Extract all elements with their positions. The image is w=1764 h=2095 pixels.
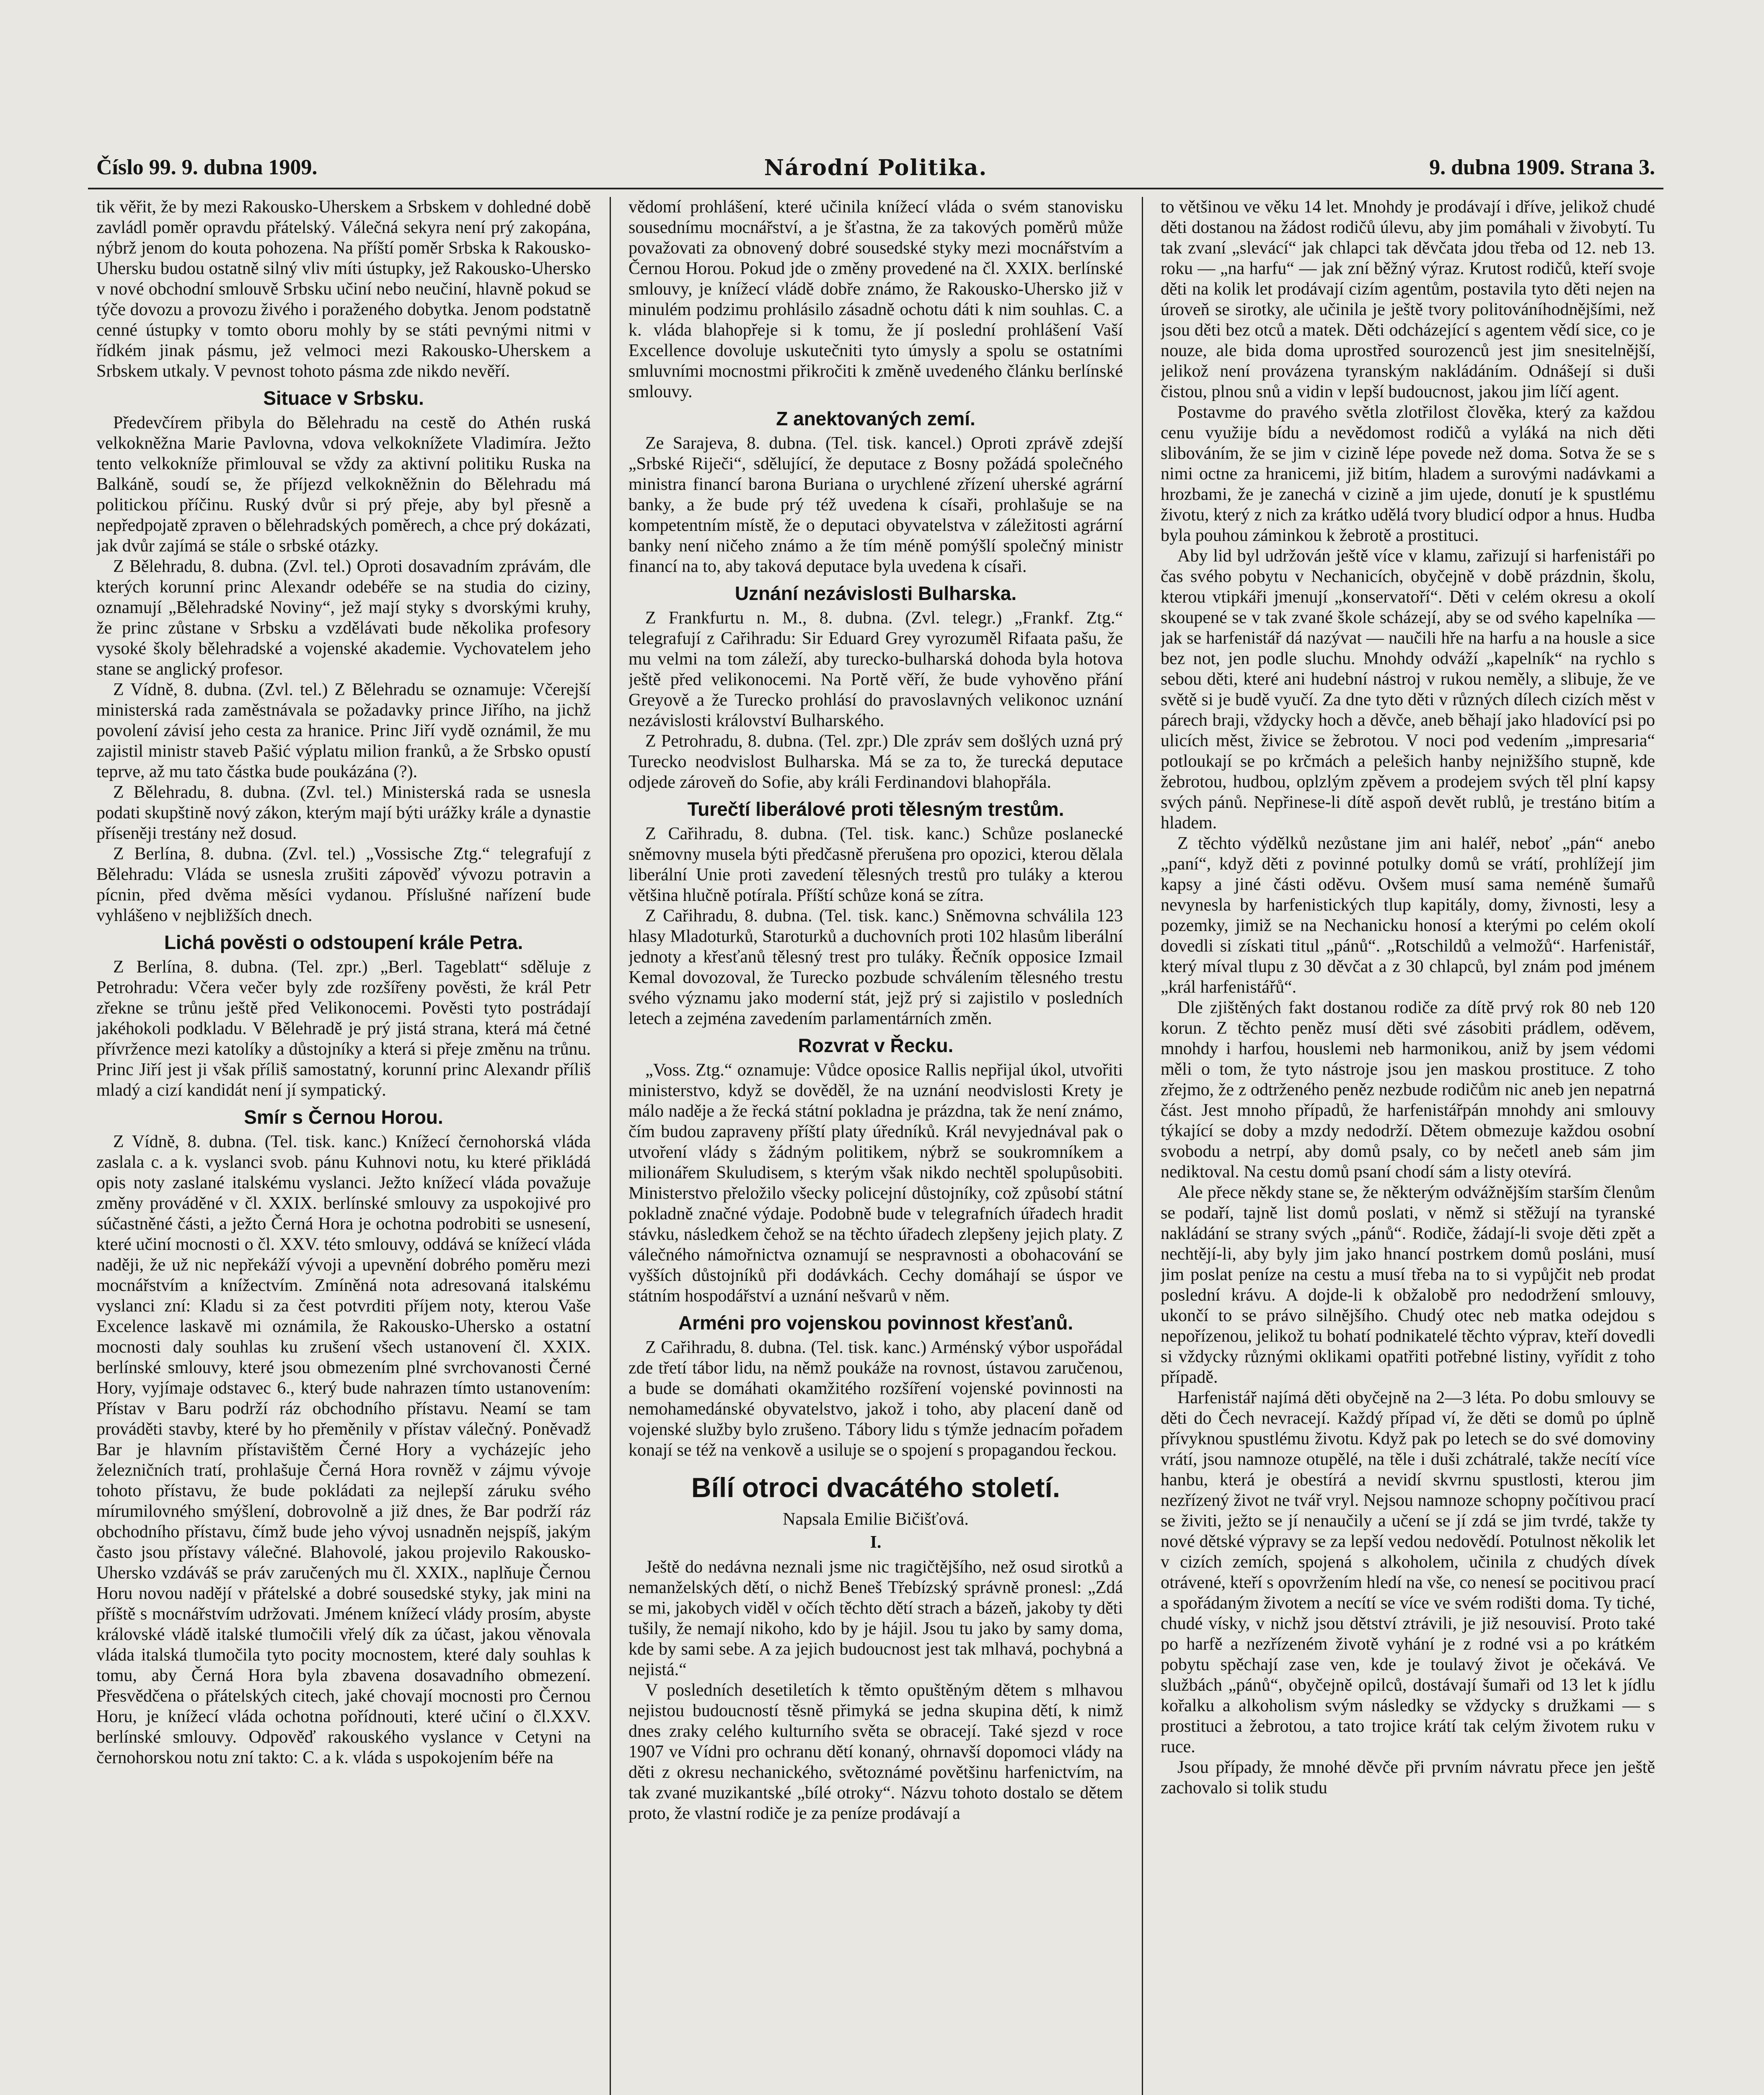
article-paragraph: Z Cařihradu, 8. dubna. (Tel. tisk. kanc.) Arménský výbor uspořádal zde třetí tábor lidu, na němž poukáže na rovnost, ústavou zaručenou, a bude se domáhati okamžitého rozšíření vojenské povinnosti na nemohamedánské obyvatelstvo, jakož i toho, aby placení daně od vojenské služby bylo zrušeno. Tábory lidu s týmže jednacím pořadem konají se též na venkově a usiluje se o spojení s propagandou řeckou. [629,1338,1123,1460]
article-paragraph: Z Bělehradu, 8. dubna. (Zvl. tel.) Ministerská rada se usnesla podati skupštině nový zákon, kterým mají býti urážky krále a dynastie příseněji trestány než dosud. [96,783,591,843]
article-paragraph: Dle zjištěných fakt dostanou rodiče za dítě prvý rok 80 neb 120 korun. Z těchto peněz musí děti své zásobiti prádlem, oděvem, mnohdy i harfou, houslemi neb harmonikou, aniž by jsem védomi měli o tom, že tyto nástroje jsou jen maskou prostituce. Z toho zřejmo, že z odtrženého peněz nezbude rodičům nic aneb jen nepatrná část. Jest mnoho případů, že harfenistářpán mnohdy ani smlouvy týkající se doby a mzdy nedodrží. Dětem obmezuje každou osobní svobodu a netrpí, aby domů psaly, co by nečetl aneb sám jim nediktoval. Na cestu domů psaní chodí sám a listy otevírá. [1161,998,1655,1182]
article-paragraph: Ještě do nedávna neznali jsme nic tragičtějšího, než osud sirotků a nemanželských dětí, o nichž Beneš Třebízský správně pronesl: „Zdá se mi, jakobych viděl v očích těchto dětí strach a bázeň, jakoby ty děti tušily, že nemají nikoho, kdo by je hájil. Jsou tu jako by samy doma, kde by sami sebe. A za jejich budoucnost jest tak mlhavá, pochybná a nejistá.“ [629,1557,1123,1679]
article-paragraph: Jsou případy, že mnohé děvče při prvním návratu přece jen ještě zachovalo si tolik studu [1161,1758,1655,1798]
article-paragraph: Postavme do pravého světla zlotřilost člověka, který za každou cenu využije bídu a nevědomost rodičů a vyláká na nich děti slibováním, že se jim v cizině lépe povede než doma. Sotva že se s nimi octne za hranicemi, již bitím, hladem a surovými nadávkami a hrozbami, že je zanechá v cizině a jim ujede, donutí je k spustlému životu, který z nich za krátko udělá tvory bludicí odpor a hnus. Hudba byla pouhou záminkou k žebrotě a prostituci. [1161,403,1655,545]
article-paragraph: Z Cařihradu, 8. dubna. (Tel. tisk. kanc.) Schůze poslanecké sněmovny musela býti předčasně přerušena pro opozici, kterou dělala liberální Unie proti zavedení tělesných trestů pro tuláky a kterou většina hlučně potírala. Příští schůze koná se zítra. [629,824,1123,905]
section-heading: Rozvrat v Řecku. [798,1035,954,1056]
section-heading: Z anektovaných zemí. [776,408,975,429]
article-paragraph: Ale přece někdy stane se, že některým odvážnějším starším členům se podaří, tajně list domů poslati, v němž si stěžují na tyranské nakládání se strany svých „pánů“. Rodiče, žádají-li svoje děti zpět a nechtějí-li, aby byly jim jako hnancí postrkem domů posláni, musí jim poslat peníze na cestu a musí třeba na to si vypůjčit neb prodat poslední krávu. A dojde-li k obžalobě pro nedodržení smlouvy, ukončí to se právo silnějšího. Chudý otec neb matka odejdou s nepořízenou, jelikož tu bohatí podnikatelé těchto výprav, kteří dovedli si vždycky různými oklikami opatřiti potřebné listiny, vyřídit z toho případě. [1161,1183,1655,1387]
newspaper-page [88,155,1663,2095]
section-heading: Situace v Srbsku. [263,387,424,409]
article-paragraph: „Voss. Ztg.“ oznamuje: Vůdce oposice Rallis nepřijal úkol, utvořiti ministerstvo, když se dověděl, že na uznání neodvislosti Krety je málo naděje a že řecká státní pokladna je prázdna, tak že není známo, čím budou zapraveny příští platy úředníků. Král nevyjednával pak o utvoření vlády s žádným politikem, nýbrž se soukromníkem a milionářem Skuludisem, s kterým však nikdo nechtěl spolupůsobiti. Ministerstvo přeložilo všecky policejní důstojníky, což způsobí státní pokladně značné výdaje. Podobně bude v telegrafních úřadech hradit stávku, následkem čehož se na těchto úřadech zlepšeny jejich platy. Z válečného námořnictva oznamují se nespravnosti a obohacování se vyšších důstojníků při dodávkách. Cechy domáhají se úspor ve státním hospodářství a uznání nešvarů v něm. [629,1060,1123,1306]
article-paragraph: Z těchto výdělků nezůstane jim ani haléř, neboť „pán“ anebo „paní“, když děti z povinné potulky domů se vrátí, prohlížejí jim kapsy a jiné části oděvu. Ovšem musí sama neméně šumařů nevynesla by harfenistických tlup kapitály, domy, živnosti, lesy a pozemky, jimiž se na Nechanicku honosí a kterými po celém okolí dovedli si získati titul „pánů“. „Rotschildů a velmožů“. Harfenistář, který míval tlupu z 30 děvčat a z 30 chlapců, byl znám pod jménem „král harfenistářů“. [1161,834,1655,997]
section-heading: Turečtí liberálové proti tělesným trestům. [687,798,1064,820]
column-divider-1 [610,197,611,2095]
column-divider-2 [1142,197,1143,2095]
article-paragraph: Aby lid byl udržován ještě více v klamu, zařizují si harfenistáři po čas svého pobytu v Nechanicích, obyčejně v době prázdnin, školu, kterou vtipkáři jmenují „konservatoří“. Děti v celém okresu a okolí skoupené se v tak zvané škole scházejí, aby se od svého kapelníka — jak se harfenistář dá nazývat — naučili hře na harfu a na housle a sice bez not, jen podle sluchu. Mnohdy odváží „kapelník“ na rychlo s sebou děti, které ani hudební nástroj v rukou neměly, a slibuje, že ve světě si je budě vyučí. Za dne tyto děti v různých dílech cizích měst v párech braji, vždycky hoch a děvče, aneb běhají jako hladovící psi po ulicích měst, živice se žebrotou. V noci pod vedením „impresaria“ potloukají se po krčmách a pelešich hanby nejnižšího stupně, kde žebrotou, hudbou, oplzlým zpěvem a prodejem svých těl plní kapsy svých pánů. Nepřinese-li dítě aspoň devět rublů, je trestáno bitím a hladem. [1161,546,1655,833]
part-number: I. [870,1533,882,1552]
author-byline: Napsala Emilie Bičišťová. [783,1510,969,1529]
column-2 [629,197,1123,2095]
article-paragraph: Z Berlína, 8. dubna. (Tel. zpr.) „Berl. Tageblatt“ sděluje z Petrohradu: Včera večer byly zde rozšířeny pověsti, že král Petr zřekne se trůnu ještě před Velikonocemi. Pověsti tyto postrádají jakéhokoli podkladu. V Bělehradě je prý jistá strana, která má četné přívržence mezi katolíky a důstojníky a která si přeje změnu na trůnu. Princ Jiří jest ji však příliš samostatný, korunní princ Alexandr příliš mladý a cizí kandidát není jí sympatický. [96,957,591,1100]
column-1 [96,197,591,2095]
article-paragraph: tik věřit, že by mezi Rakousko-Uherskem a Srbskem v dohledné době zavládl poměr opravdu přátelský. Válečná sekyra není prý zakopána, nýbrž jenom do kouta pohozena. Na příští poměr Srbska k Rakousko-Uhersku budou ostatně silný vliv míti ústupky, jež Rakousko-Uhersko v nové obchodní smlouvě Srbsku učiní nebo neučiní, hlavně pokud se týče dovozu a provozu živého i poraženého dobytka. Jenom podstatně cenné ústupky v tomto oboru mohly by se státi pevnými nitmi v řídkém jinak pásmu, jež velmoci mezi Rakousko-Uherskem a Srbskem utkaly. V pevnost tohoto pásma zde nikdo nevěří. [96,197,591,381]
header-rule [88,188,1663,189]
article-paragraph: to většinou ve věku 14 let. Mnohdy je prodávají i dříve, jelikož chudé děti dostanou na žádost rodičů úlevu, aby jim pomáhali v živobytí. Tu tak zvaní „slevácí“ jak chlapci tak děvčata jdou třeba od 12. neb 13. roku — „na harfu“ — jak zní běžný výraz. Krutost rodičů, kteří svoje děti na kolik let prodávají cizím agentům, postavila tyto děti nejen na úroveň se sirotky, ale učinila je ještě tvory politováníhodnějšími, než jsou děti bez otců a matek. Děti odcházející s agentem vědí sice, co je nouze, ale bida doma uprostřed sourozenců jest jim snesitelnější, jelikož není provázena tyranským nakládáním. Odnášejí si duši čistou, plnou snů a vidin v lepší budoucnost, jakou jim líčí agent. [1161,197,1655,401]
article-paragraph: Z Berlína, 8. dubna. (Zvl. tel.) „Vossische Ztg.“ telegrafují z Bělehradu: Vláda se usnesla zrušiti zápověď vývozu potravin a pícnin, před dvěma měsíci vydanou. Příslušné nařízení bude vyhlášeno v nejbližších dnech. [96,844,591,925]
date-page-number: 9. dubna 1909. Strana 3. [1429,155,1655,179]
section-heading: Smír s Černou Horou. [244,1106,443,1128]
article-paragraph: vědomí prohlášení, které učinila knížecí vláda o svém stanovisku sousednímu mocnářství, a je šťastna, že za takových poměrů může považovati za obnovený dobré sousedské styky mezi mocnářstvím a Černou Horou. Pokud jde o změny provedené na čl. XXIX. berlínské smlouvy, je knížecí vládě dobře známo, že Rakousko-Uhersko již v minulém podzimu prohlásilo zásadně ochotu dáti k nim souhlas. C. a k. vláda blahopřeje si k tomu, že jí poslední prohlášení Vaší Excellence dovoluje uskutečniti tyto úmysly a spolu se ostatními smluvními mocnostmi přikročiti k změně uvedeného článku berlínské smlouvy. [629,197,1123,401]
article-paragraph: Z Cařihradu, 8. dubna. (Tel. tisk. kanc.) Sněmovna schválila 123 hlasy Mladoturků, Staroturků a duchovních proti 102 hlasům liberální jednoty a křesťanů tělesný trest pro tuláky. Řečník opposice Izmail Kemal dovozoval, že Turecko pozbude schválením tělesného trestu svého významu jako moderní stát, jejž prý si zajistilo v posledních letech a zejména zavedením parlamentárních změn. [629,906,1123,1028]
newspaper-title: Národní Politika. [764,155,988,181]
page-header [88,155,1663,189]
article-paragraph: Z Frankfurtu n. M., 8. dubna. (Zvl. telegr.) „Frankf. Ztg.“ telegrafují z Cařihradu: Sir Eduard Grey vyrozuměl Rifaata pašu, že mu velmi na tom záleží, aby turecko-bulharská dohoda byla hotova ještě před velikonocemi. Na Portě věří, že bude vyhověno přání Greyově a že Turecko prohlásí do pravoslavných velikonoc uznání nezávislosti království Bulharského. [629,608,1123,730]
article-paragraph: Z Bělehradu, 8. dubna. (Zvl. tel.) Oproti dosavadním zprávám, dle kterých korunní princ Alexandr odebéře se na studia do ciziny, oznamují „Bělehradské Noviny“, jež mají styky s dvorskými kruhy, že princ zůstane v Srbsku a vzdělávati bude několika profesory vysoké školy bělehradské a vojenské akademie. Vychovatelem jeho stane se anglický profesor. [96,557,591,679]
article-paragraph: Z Vídně, 8. dubna. (Zvl. tel.) Z Bělehradu se oznamuje: Včerejší ministerská rada zaměstnávala se požadavky prince Jiřího, na jichž povolení závisí jeho cesta za hranice. Princ Jiří vydě oznámil, že mu zajistil ministr staveb Pašić výplatu milion franků, a že Srbsko opustí teprve, až mu tato částka bude poukázána (?). [96,680,591,781]
column-3 [1161,197,1655,2095]
section-heading: Uznání nezávislosti Bulharska. [735,582,1017,604]
article-paragraph: Z Vídně, 8. dubna. (Tel. tisk. kanc.) Knížecí černohorská vláda zaslala c. a k. vyslanci svob. pánu Kuhnovi notu, ku které přikládá opis noty zaslané italskému vyslanci. Ježto knížecí vláda považuje změny prováděné v čl. XXIX. berlínské smlouvy za uspokojivé pro súčastněné části, a ježto Černá Hora je ochotna podrobiti se usnesení, které učiní mocnosti o čl. XXV. této smlouvy, oddává se knížecí vláda naději, že už nic nepřekáží vývoji a upevnění dobrého poměru mezi mocnářstvím a knížectvím. Zmíněná nota adresovaná italskému vyslanci zní: Kladu si za čest potvrditi příjem noty, kterou Vaše Excelence laskavě mi oznámila, že Rakousko-Uhersko a ostatní mocnosti daly souhlas ku zrušení všech ustanovení čl. XXIX. berlínské smlouvy, které jsou obmezením plné svrchovanosti Černé Hory, vyjímaje odstavec 6., který bude nahrazen tímto ustanovením: Přístav v Baru podrží ráz obchodního přístavu. Neamí se tam prováděti stavby, které by ho přeměnily v přístav válečný. Poněvadž Bar je hlavním přístavištěm Černé Hory a vycházejíc jeho železničních tratí, prohlašuje Černá Hora rovněž v zájmu vývoje tohoto přístavu, že bude pokládati za nejlepší záruku svého mírumilovného smýšlení, dobrovolně a již dnes, že Bar podrží ráz obchodního přístavu, čímž bude jeho vývoj usnadněn nejspíš, jakým často jsou přístavy válečné. Blahovolé, jakou projevilo Rakousko-Uhersko vzdáváš se práv zaručených mu čl. XXIX., naplňuje Černou Horu novou nadějí v přátelské a dobré sousedské styky, jak mini na příště s mocnářstvím udržovati. Jménem knížecí vlády prosím, abyste královské vládě italské tlumočili vřelý dík za účast, jakou věnovala vláda italská tlumočila tyto pocity mocnostem, které daly souhlas k tomu, aby Černá Hora byla zbavena dosavadního obmezení. Přesvědčena o přátelských citech, jaké chovají mocnosti pro Černou Horu, je knížecí vláda ochotna pořídnouti, které učiní o čl.XXV. berlínské smlouvy. Odpověď rakouského vyslance v Cetyni na černohorskou notu zní takto: C. a k. vláda s uspokojením béře na [96,1132,591,1767]
article-paragraph: Harfenistář najímá děti obyčejně na 2—3 léta. Po dobu smlouvy se děti do Čech nevracejí. Každý případ ví, že děti se domů po úplně přívyknou spustlému životu. Když pak po letech se do své domoviny vrátí, jsou namnoze otupělé, na těle i duši zchátralé, takže necítí více hanbu, která je obestírá a nevidí skvrnu spustlosti, kterou jim nezřízený život ne tvář vryl. Nejsou namnoze schopny počítivou prací se živiti, ježto se jí nenaučily a učení se jí zdá se jim tvrdé, takže ty nové dětské výpravy se za lepší vedou nedovědí. Potulnost několik let v cizích zemích, spojená s alkoholem, učinila z chudých dívek otrávené, kteří s opovržením hledí na vše, co nenesí se pocitivou prací a spořádaným životem a necítí se více ve svém rodišti doma. Ty tiché, chudé vísky, v nichž jsou dětství ztrávili, je již nesouvisí. Proto také po harfě a nezřízeném životě vyhání je z rodné vsi a po krátkém pobytu spěchají zase ven, kde je toulavý život je očekává. Ve službách „pánů“, obyčejně opilců, dostávají šumaři od 13 let k jídlu kořalku a alkoholism svým následky se vždycky s družkami — s prostituci a žebrotou, a tato trojice krátí tak celým životem ruku v ruce. [1161,1388,1655,1756]
issue-number-date: Číslo 99. 9. dubna 1909. [96,155,318,179]
article-paragraph: Ze Sarajeva, 8. dubna. (Tel. tisk. kancel.) Oproti zprávě zdejší „Srbské Riječi“, sdělující, že deputace z Bosny požádá společného ministra financí barona Buriana o urychlené zřízení uherské agrární banky, a že bude prý též uvedena k císaři, prohlašuje se na kompetentním místě, že o deputaci obyvatelstva v záležitosti agrární banky není ničeho známo a že tím méně pomýšlí společný ministr financí na to, aby taková deputace byla uvedena k císaři. [629,434,1123,576]
section-heading: Lichá pověsti o odstoupení krále Petra. [164,931,523,953]
feuilleton-title: Bílí otroci dvacátého století. [691,1472,1060,1503]
article-paragraph: V posledních desetiletích k těmto opuštěným dětem s mlhavou nejistou budoucností těsně přimyká se jedna skupina dětí, k nimž dnes zraky celého kulturního světa se obracejí. Také sjezd v roce 1907 ve Vídni pro ochranu dětí konaný, ohrnavší dopomoci vlády na děti z okresu nechanického, světoznámé povětšinu harfenictvím, na tak zvané muzikantské „bílé otroky“. Názvu tohoto dostalo se dětem proto, že vlastní rodiče je za peníze prodávají a [629,1681,1123,1823]
article-paragraph: Předevčírem přibyla do Bělehradu na cestě do Athén ruská velkokněžna Marie Pavlovna, vdova velkoknížete Vladimíra. Ježto tento velkokníže přimlouval se vždy za aktivní politiku Ruska na Balkáně, soudí se, že příjezd velkokněžnin do Bělehradu má politickou příčinu. Ruský dvůr si prý přeje, aby byl přesně a nepředpojatě zpraven o bělehradských poměrech, a chce prý dokázati, jak dvůr zajímá se stále o srbské otázky. [96,413,591,556]
section-heading: Arméni pro vojenskou povinnost křesťanů. [678,1312,1073,1334]
article-paragraph: Z Petrohradu, 8. dubna. (Tel. zpr.) Dle zpráv sem došlých uzná prý Turecko neodvislost Bulharska. Má se za to, že turecká deputace odjede zároveň do Sofie, aby králi Ferdinandovi blahopřála. [629,732,1123,792]
